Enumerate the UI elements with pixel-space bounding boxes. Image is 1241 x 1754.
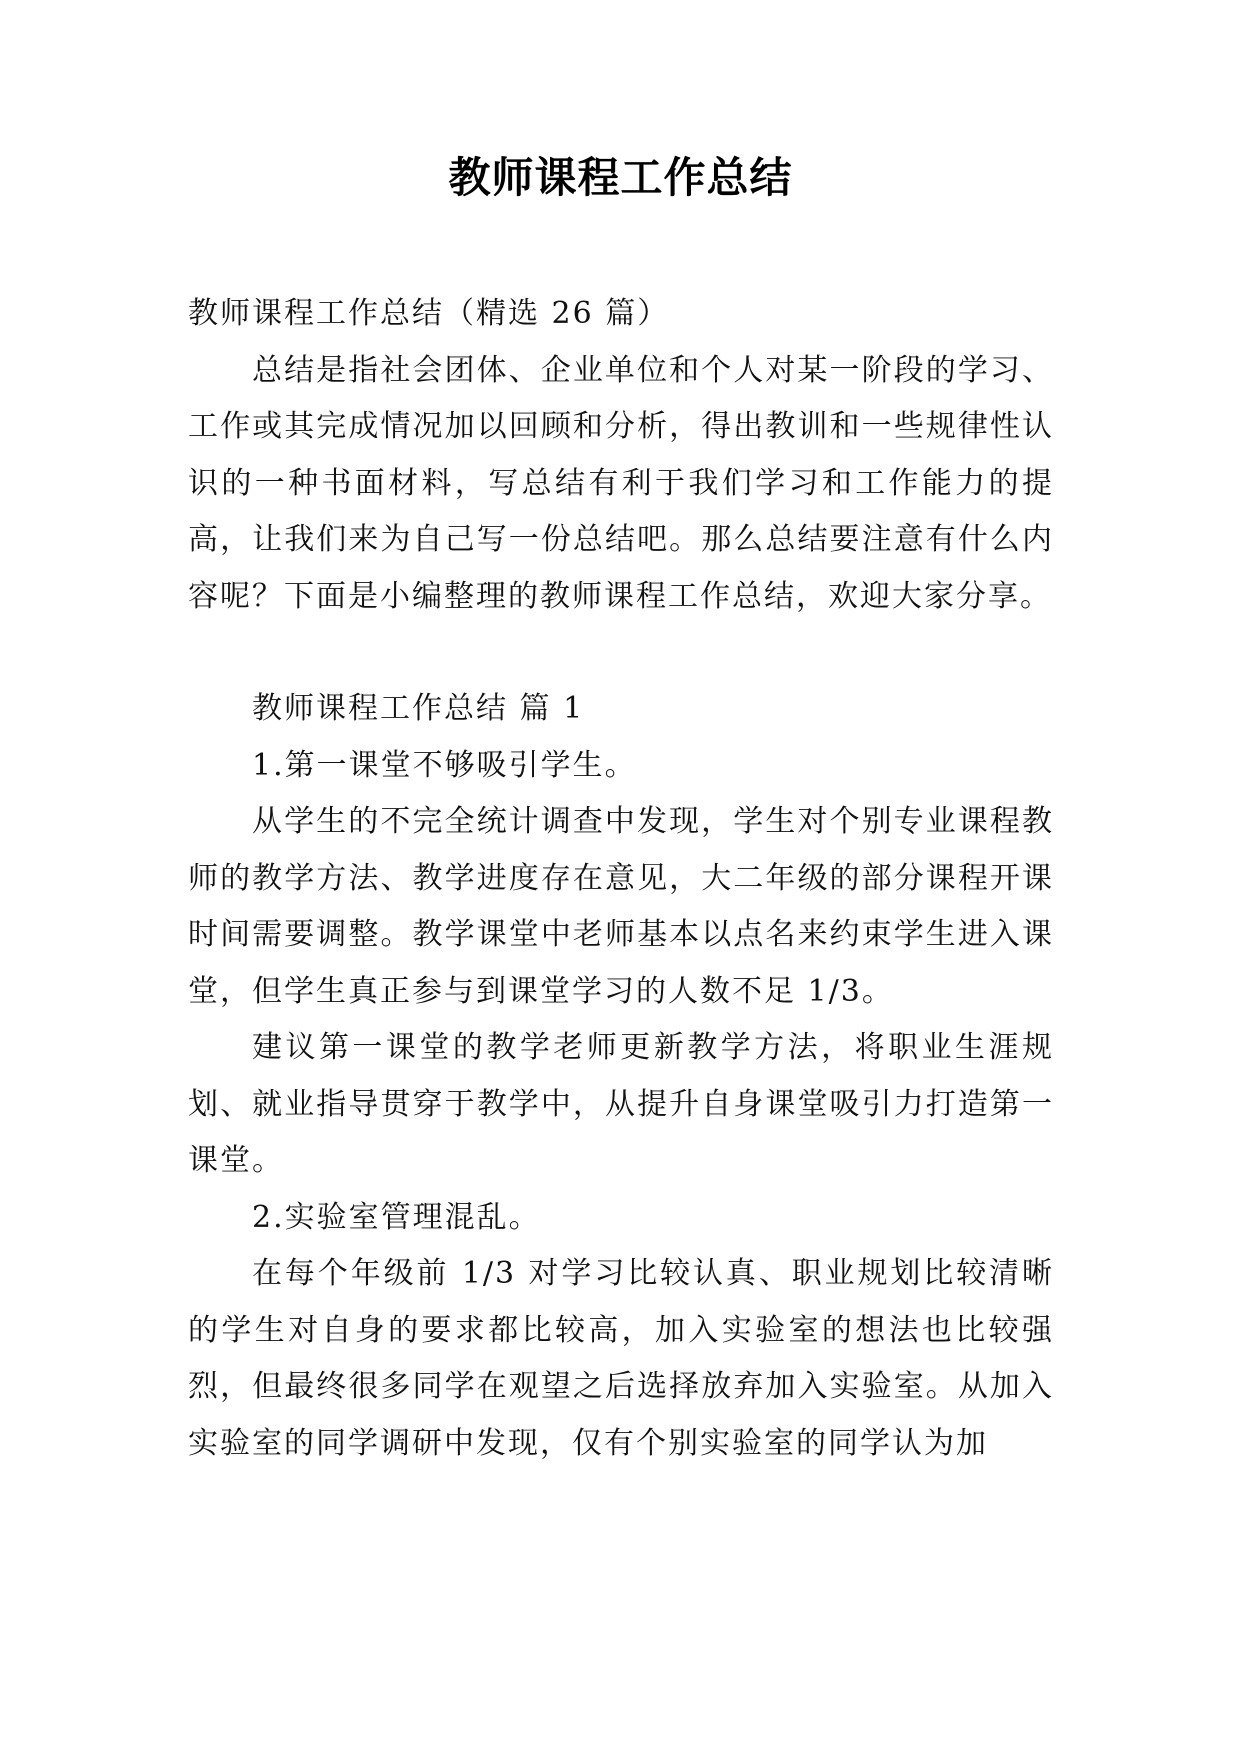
document-body [188,286,1054,1472]
body-paragraph: 从学生的不完全统计调查中发现，学生对个别专业课程教师的教学方法、教学进度存在意见，大二年级的部分课程开课时间需要调整。教学课堂中老师基本以点名来约束学生进入课堂，但学生真正参与到课堂学习的人数不足 1/3。 [188,804,1054,1009]
point-heading-2: 2.实验室管理混乱。 [252,1199,541,1235]
document-title: 教师课程工作总结 [448,153,793,202]
point-heading-1: 1.第一课堂不够吸引学生。 [252,747,637,783]
body-paragraph: 建议第一课堂的教学老师更新教学方法，将职业生涯规划、就业指导贯穿于教学中，从提升自身课堂吸引力打造第一课堂。 [188,1030,1054,1178]
intro-paragraph: 总结是指社会团体、企业单位和个人对某一阶段的学习、工作或其完成情况加以回顾和分析，得出教训和一些规律性认识的一种书面材料，写总结有利于我们学习和工作能力的提高，让我们来为自己写一份总结吧。那么总结要注意有什么内容呢？下面是小编整理的教师课程工作总结，欢迎大家分享。 [188,352,1054,614]
document-subtitle: 教师课程工作总结（精选 26 篇） [188,296,670,331]
section-heading: 教师课程工作总结 篇 1 [252,691,585,726]
body-paragraph: 在每个年级前 1/3 对学习比较认真、职业规划比较清晰的学生对自身的要求都比较高，加入实验室的想法也比较强烈，但最终很多同学在观望之后选择放弃加入实验室。从加入实验室的同学调研中发现，仅有个别实验室的同学认为加 [188,1256,1054,1461]
